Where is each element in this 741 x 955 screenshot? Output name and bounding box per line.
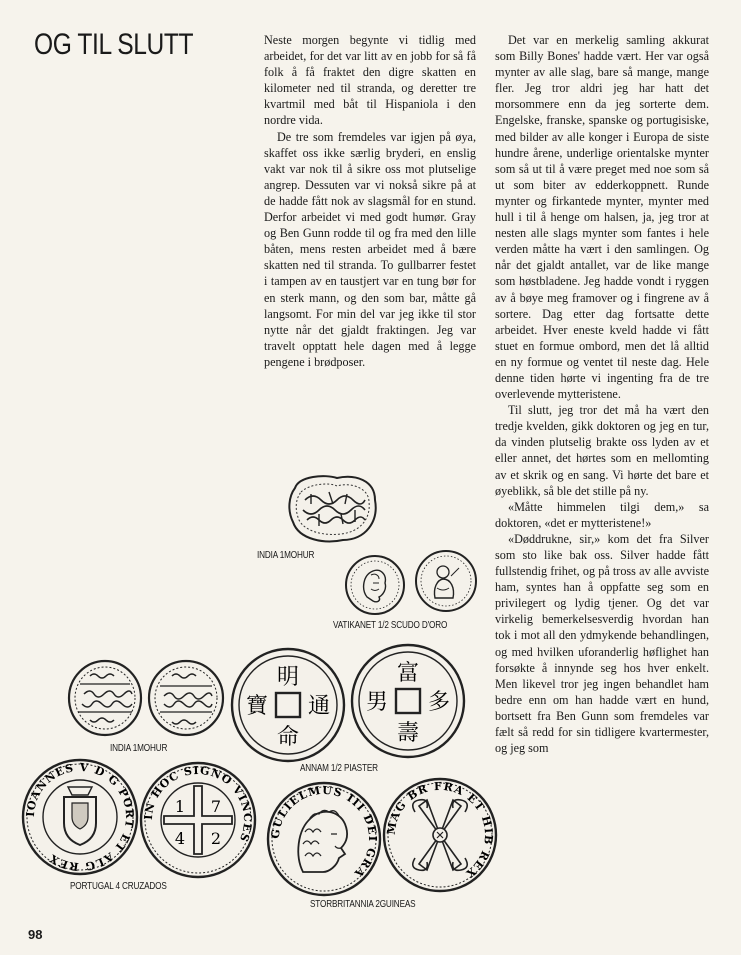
- annam-piaster-obverse-coin: [229, 646, 347, 764]
- coin-character: 寶: [245, 694, 269, 719]
- britannia-guinea-reverse-coin: [381, 776, 499, 894]
- coin-date-digit: 1: [174, 797, 186, 816]
- coin-date-digit: 7: [210, 797, 222, 816]
- india-mohur-reverse-coin: [146, 658, 226, 738]
- paragraph: Til slutt, jeg tror det må ha vært den tredje kvelden, gikk doktoren og jeg en tur, da vinden plutselig brakte oss lyden av et eller annet, det hørtes som en mellomting av et skrik og en sang. Vi hørte det bare et øyeblikk, så ble det stille på ny.: [495, 403, 709, 498]
- paragraph: «Døddrukne, sir,» kom det fra Silver som sto like bak oss. Silver hadde fått fullstendig frihet, og på tross av alle avviste ham, syntes han å oppfatte seg som en privilegert og lydig tjener. Og det var virkelig bemerkelsesverdig hvordan han tok i mot all den ydmykende behandlingen, og med hvilken uforanderlig høflighet han forsøkte å innynde seg hos hver enkelt. Men likevel tror jeg ingen behandlet ham bedre enn om han hadde vært en hund, bortsett fra Ben Gunn som fremdeles var fælt så redd for sin tidligere kvartermester, og jeg som: [495, 531, 709, 756]
- vatican-scudo-reverse-coin: [413, 548, 479, 614]
- paragraph: De tre som fremdeles var igjen på øya, skaffet oss ikke særlig bryderi, en enslig vakt var nok til å sikre oss mot plutselige angrep. Dessuten var vi nokså sikre på at de hadde fått nok av slagsmål for en stund. Derfor arbeidet vi med godt humør. Gray og Ben Gunn rodde til og fra med den lille båten, mens resten arbeidet med å bære skatten ned til stranda. To gullbarrer festet i tampen av en taustjert var en tung bør for en sterk mann, og den som bar, måtte gå langsomt. For min del var jeg ikke til stor nytte når det gjaldt fraktingen. Jeg var travelt opptatt hele dagen med å legge pengene i brødposer.: [264, 129, 476, 369]
- coin-caption: VATIKANET 1/2 SCUDO D'ORO: [333, 619, 448, 631]
- portugal-cruzados-obverse-coin: [20, 757, 140, 877]
- coin-character: 明: [276, 665, 300, 690]
- text-column-1: [264, 32, 476, 370]
- coin-character: 多: [427, 690, 451, 715]
- coin-date-digit: 4: [174, 829, 186, 848]
- text-column-2: [495, 32, 709, 756]
- paragraph: «Måtte himmelen tilgi dem,» sa doktoren, «det er mytteristene!»: [495, 499, 709, 530]
- coin-caption: INDIA 1MOHUR: [257, 549, 315, 561]
- annam-piaster-reverse-coin: [349, 642, 467, 760]
- coin-caption: INDIA 1MOHUR: [110, 742, 168, 754]
- india-mohur-obverse-coin: [66, 658, 144, 738]
- coin-legend: IOANNES V D G PORT ET ALG REX: [23, 760, 137, 874]
- coin-character: 壽: [396, 721, 420, 746]
- chapter-title: OG TIL SLUTT: [34, 28, 194, 61]
- coin-legend: MAG BR FRA ET HIB REX: [384, 779, 496, 881]
- portugal-cruzados-reverse-coin: [138, 760, 258, 880]
- paragraph: Det var en merkelig samling akkurat som Billy Bones' hadde vært. Her var også mynter av alle slag, bare så mange, mange fler. Jeg tror aldri jeg har hatt det morsommere enn da jeg sorterte dem. Engelske, franske, spanske og portugisiske, med bilder av alle konger i Europa de siste hundre årene, underlige orientalske mynter som så ut til å være preget med noe som så ut som biter av edderkoppnett. Runde mynter og firkantede mynter, mynter med hull i til å henge om halsen, ja, jeg tror at nesten alle slags mynter som fantes i hele verden måtte ha vært i den samlingen. Og når det gjaldt antallet, var de like mange som høstbladene. Jeg hadde vondt i ryggen av å bøye meg framover og i fingrene av å sortere. Dag etter dag fortsatte dette arbeidet. Hver eneste kveld hadde vi fått stuet en formue ombord, men det lå alltid en ny formue og ventet til neste dag. Hele denne tiden hørte vi ingenting fra de tre overlevende mytteristene.: [495, 33, 709, 402]
- britannia-guinea-obverse-coin: [265, 780, 383, 898]
- vatican-scudo-obverse-coin: [343, 553, 407, 617]
- coin-character: 命: [276, 725, 300, 750]
- coin-caption: ANNAM 1/2 PIASTER: [300, 762, 378, 774]
- coin-character: 男: [365, 690, 389, 715]
- coin-character: 通: [307, 694, 331, 719]
- coin-date-digit: 2: [210, 829, 222, 848]
- india-square-mohur-coin: [285, 470, 381, 546]
- coin-caption: STORBRITANNIA 2GUINEAS: [310, 898, 416, 910]
- coin-legend: IN HOC SIGNO VINCES: [141, 763, 255, 845]
- coin-legend: GULIELMUS III DEI GRA: [268, 783, 380, 881]
- coin-caption: PORTUGAL 4 CRUZADOS: [70, 880, 167, 892]
- coin-character: 富: [396, 661, 420, 686]
- page-number: 98: [28, 927, 43, 942]
- paragraph: Neste morgen begynte vi tidlig med arbeidet, for det var litt av en jobb for så få folk å få fraktet den digre skatten en kilometer ned til stranda, og deretter tre kvartmil med båt til Hispaniola i den nordre vida.: [264, 33, 476, 128]
